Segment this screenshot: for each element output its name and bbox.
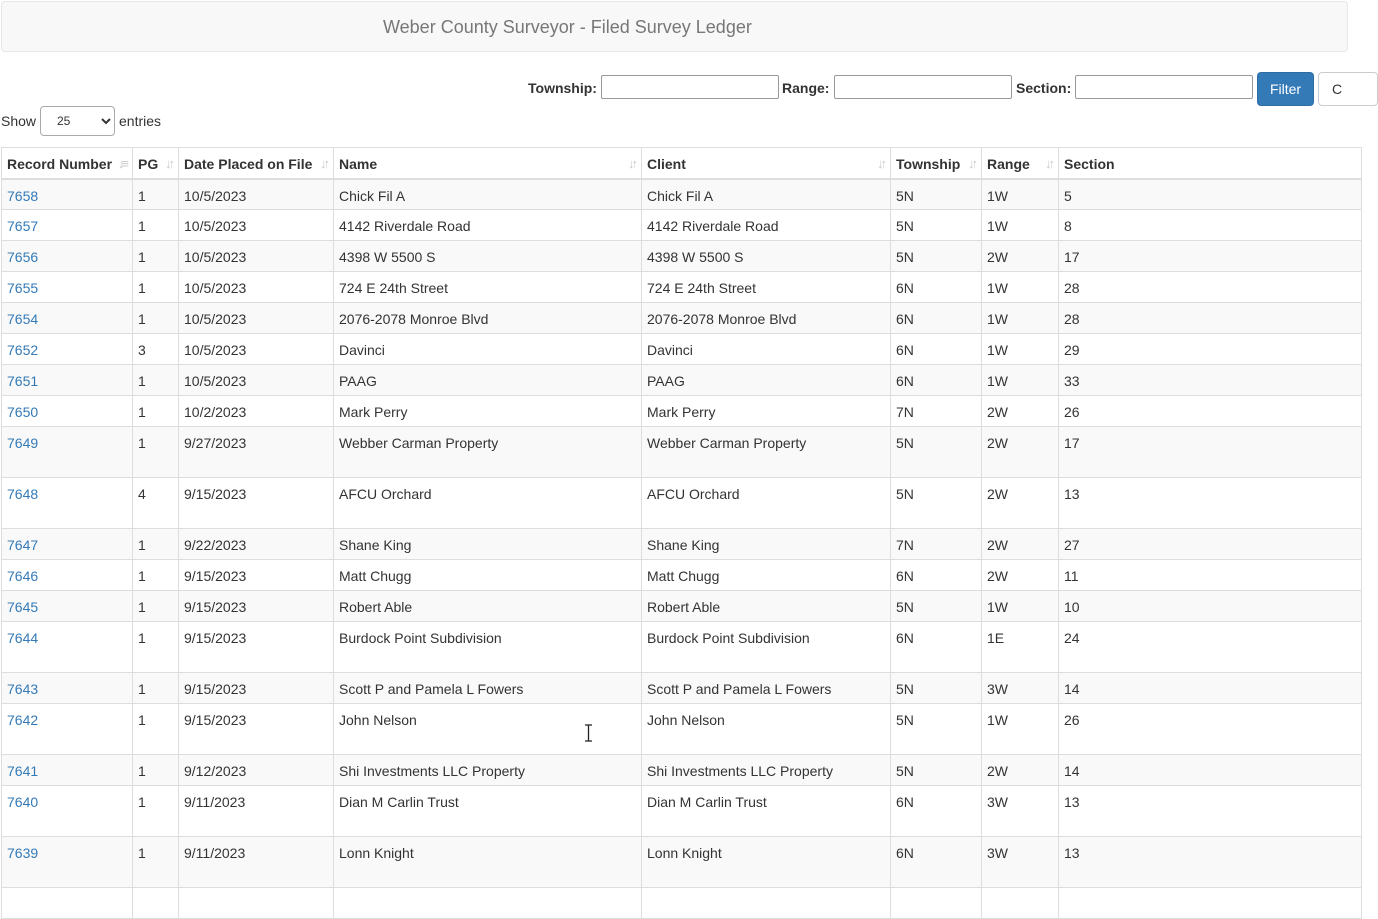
- entries-label: entries: [119, 113, 162, 129]
- cell-range: 3W: [982, 837, 1059, 888]
- cell-name: 2076-2078 Monroe Blvd: [334, 303, 642, 334]
- record-link[interactable]: 7657: [7, 218, 39, 234]
- record-link[interactable]: 7639: [7, 845, 39, 861]
- cell-record: [2, 591, 133, 622]
- cell-range: 1W: [982, 179, 1059, 210]
- cell-township: 6N: [891, 365, 982, 396]
- cell-township: 5N: [891, 704, 982, 755]
- cell-record: [2, 272, 133, 303]
- cell-client: Mark Perry: [642, 396, 891, 427]
- col-pg[interactable]: [133, 148, 179, 179]
- cell-client: Dian M Carlin Trust: [642, 786, 891, 837]
- sort-icon: ↓↑: [628, 156, 635, 171]
- sort-icon: ↓↑: [968, 156, 975, 171]
- cell-record: [2, 303, 133, 334]
- cell-section: 11: [1059, 560, 1362, 591]
- cell-name: Shi Investments LLC Property: [334, 755, 642, 786]
- col-name-label: Name: [339, 156, 378, 172]
- cell-range: 1W: [982, 591, 1059, 622]
- col-section[interactable]: [1059, 148, 1362, 179]
- cell-range: 1E: [982, 622, 1059, 673]
- cell-section: 10: [1059, 591, 1362, 622]
- cell-township: 6N: [891, 272, 982, 303]
- sort-icon: ↓↑: [165, 156, 172, 171]
- cell-section: 26: [1059, 396, 1362, 427]
- cell-date: 10/5/2023: [179, 179, 334, 210]
- col-name[interactable]: [334, 148, 642, 179]
- cell-client: 2076-2078 Monroe Blvd: [642, 303, 891, 334]
- cell-range: [982, 888, 1059, 919]
- record-link[interactable]: 7643: [7, 681, 39, 697]
- record-link[interactable]: 7644: [7, 630, 39, 646]
- cell-name: Burdock Point Subdivision: [334, 622, 642, 673]
- cell-township: [891, 888, 982, 919]
- cell-township: 5N: [891, 478, 982, 529]
- table-row[interactable]: [2, 478, 1362, 529]
- cell-client: Davinci: [642, 334, 891, 365]
- cell-section: 5: [1059, 179, 1362, 210]
- entries-select[interactable]: [40, 106, 115, 136]
- cell-date: 10/5/2023: [179, 210, 334, 241]
- section-label: Section:: [1016, 80, 1072, 96]
- cell-date: [179, 888, 334, 919]
- table-row[interactable]: [2, 786, 1362, 837]
- cell-section: 13: [1059, 786, 1362, 837]
- cell-client: PAAG: [642, 365, 891, 396]
- table-row[interactable]: [2, 179, 1362, 210]
- cell-name: John Nelson: [334, 704, 642, 755]
- table-row[interactable]: [2, 755, 1362, 786]
- table-row[interactable]: [2, 241, 1362, 272]
- table-row[interactable]: [2, 888, 1362, 919]
- cell-range: 1W: [982, 303, 1059, 334]
- cell-client: 724 E 24th Street: [642, 272, 891, 303]
- col-township-label: Township: [896, 156, 961, 172]
- cell-date: 9/15/2023: [179, 591, 334, 622]
- cell-date: 9/11/2023: [179, 837, 334, 888]
- cell-section: 17: [1059, 241, 1362, 272]
- table-row[interactable]: [2, 427, 1362, 478]
- table-header-row: [2, 148, 1362, 179]
- cell-township: 5N: [891, 210, 982, 241]
- record-link[interactable]: 7648: [7, 486, 39, 502]
- cell-date: 10/2/2023: [179, 396, 334, 427]
- cell-pg: 1: [133, 303, 179, 334]
- cell-range: 2W: [982, 478, 1059, 529]
- cell-section: 13: [1059, 837, 1362, 888]
- cell-date: 10/5/2023: [179, 272, 334, 303]
- cell-client: Matt Chugg: [642, 560, 891, 591]
- cell-section: 29: [1059, 334, 1362, 365]
- cell-client: [642, 888, 891, 919]
- cell-name: AFCU Orchard: [334, 478, 642, 529]
- sort-icon: ↓↑: [320, 156, 327, 171]
- cell-section: 28: [1059, 272, 1362, 303]
- record-link[interactable]: 7642: [7, 712, 39, 728]
- cell-township: 5N: [891, 755, 982, 786]
- col-record-number-label: Record Number: [7, 156, 113, 172]
- cell-name: Lonn Knight: [334, 837, 642, 888]
- cell-range: 2W: [982, 529, 1059, 560]
- record-link[interactable]: 7654: [7, 311, 39, 327]
- text-cursor-icon: [584, 724, 593, 742]
- cell-pg: 1: [133, 365, 179, 396]
- cell-range: 1W: [982, 334, 1059, 365]
- cell-client: Webber Carman Property: [642, 427, 891, 478]
- cell-client: 4398 W 5500 S: [642, 241, 891, 272]
- cell-name: Dian M Carlin Trust: [334, 786, 642, 837]
- cell-range: 1W: [982, 210, 1059, 241]
- cell-range: 3W: [982, 786, 1059, 837]
- cell-pg: 1: [133, 396, 179, 427]
- cell-date: 9/15/2023: [179, 622, 334, 673]
- record-link[interactable]: 7655: [7, 280, 39, 296]
- cell-date: 9/15/2023: [179, 478, 334, 529]
- cell-date: 9/15/2023: [179, 673, 334, 704]
- record-link[interactable]: 7652: [7, 342, 39, 358]
- range-input[interactable]: [834, 75, 1012, 99]
- cell-pg: 1: [133, 241, 179, 272]
- range-label: Range:: [782, 80, 830, 96]
- cell-client: Shane King: [642, 529, 891, 560]
- cell-section: 28: [1059, 303, 1362, 334]
- cell-pg: 1: [133, 179, 179, 210]
- cell-record: [2, 888, 133, 919]
- cell-record: [2, 210, 133, 241]
- cell-record: [2, 396, 133, 427]
- record-link[interactable]: 7647: [7, 537, 39, 553]
- cell-pg: 1: [133, 755, 179, 786]
- cell-township: 5N: [891, 673, 982, 704]
- record-link[interactable]: 7651: [7, 373, 39, 389]
- cell-township: 6N: [891, 334, 982, 365]
- cell-name: [334, 888, 642, 919]
- show-label: Show: [1, 113, 37, 129]
- cell-client: John Nelson: [642, 704, 891, 755]
- cell-client: Chick Fil A: [642, 179, 891, 210]
- table-row[interactable]: [2, 529, 1362, 560]
- township-label: Township:: [528, 80, 597, 96]
- cell-pg: 3: [133, 334, 179, 365]
- table-row[interactable]: [2, 272, 1362, 303]
- cell-pg: 1: [133, 427, 179, 478]
- col-range[interactable]: [982, 148, 1059, 179]
- cell-range: 1W: [982, 272, 1059, 303]
- cell-name: 724 E 24th Street: [334, 272, 642, 303]
- table-row[interactable]: [2, 303, 1362, 334]
- record-link[interactable]: 7649: [7, 435, 39, 451]
- cell-range: 2W: [982, 560, 1059, 591]
- cell-name: Shane King: [334, 529, 642, 560]
- section-input[interactable]: [1075, 75, 1253, 99]
- cell-township: 6N: [891, 786, 982, 837]
- cell-date: 10/5/2023: [179, 365, 334, 396]
- table-row[interactable]: [2, 365, 1362, 396]
- cell-date: 9/12/2023: [179, 755, 334, 786]
- cell-client: Shi Investments LLC Property: [642, 755, 891, 786]
- table-row[interactable]: [2, 334, 1362, 365]
- filter-bar: [0, 72, 1343, 106]
- cell-pg: 1: [133, 704, 179, 755]
- record-link[interactable]: 7640: [7, 794, 39, 810]
- cell-pg: [133, 888, 179, 919]
- table-row[interactable]: [2, 673, 1362, 704]
- cell-pg: 1: [133, 560, 179, 591]
- record-link[interactable]: 7641: [7, 763, 39, 779]
- cell-record: [2, 704, 133, 755]
- cell-section: 13: [1059, 478, 1362, 529]
- cell-section: 14: [1059, 673, 1362, 704]
- cell-date: 10/5/2023: [179, 334, 334, 365]
- col-range-label: Range: [987, 156, 1030, 172]
- table-row[interactable]: [2, 837, 1362, 888]
- sort-icon: ↓↑: [1045, 156, 1052, 171]
- cell-record: [2, 755, 133, 786]
- filter-button[interactable]: Filter: [1257, 72, 1314, 106]
- sort-asc-icon: ↓≡: [117, 156, 126, 171]
- table-row[interactable]: [2, 560, 1362, 591]
- cell-date: 9/27/2023: [179, 427, 334, 478]
- cell-township: 6N: [891, 560, 982, 591]
- cell-date: 9/22/2023: [179, 529, 334, 560]
- cell-name: PAAG: [334, 365, 642, 396]
- cell-township: 6N: [891, 837, 982, 888]
- cell-township: 5N: [891, 241, 982, 272]
- cell-pg: 1: [133, 673, 179, 704]
- cell-client: Burdock Point Subdivision: [642, 622, 891, 673]
- cell-date: 10/5/2023: [179, 241, 334, 272]
- cell-name: Webber Carman Property: [334, 427, 642, 478]
- cell-pg: 1: [133, 272, 179, 303]
- cell-section: 8: [1059, 210, 1362, 241]
- cell-township: 7N: [891, 396, 982, 427]
- sort-icon: ↓↑: [877, 156, 884, 171]
- cell-record: [2, 786, 133, 837]
- cell-township: 5N: [891, 427, 982, 478]
- cell-range: 2W: [982, 396, 1059, 427]
- cell-record: [2, 560, 133, 591]
- cell-township: 5N: [891, 591, 982, 622]
- cell-pg: 1: [133, 210, 179, 241]
- col-township[interactable]: [891, 148, 982, 179]
- cell-range: 2W: [982, 755, 1059, 786]
- col-pg-label: PG: [138, 156, 159, 172]
- cell-record: [2, 179, 133, 210]
- col-section-label: Section: [1064, 156, 1115, 172]
- table-row[interactable]: [2, 396, 1362, 427]
- cell-township: 7N: [891, 529, 982, 560]
- cell-record: [2, 241, 133, 272]
- cell-name: Robert Able: [334, 591, 642, 622]
- cell-range: 1W: [982, 704, 1059, 755]
- cell-record: [2, 673, 133, 704]
- cell-section: 14: [1059, 755, 1362, 786]
- cell-pg: 1: [133, 591, 179, 622]
- col-client[interactable]: [642, 148, 891, 179]
- table-row[interactable]: [2, 210, 1362, 241]
- page-title[interactable]: Weber County Surveyor - Filed Survey Ledger: [383, 17, 752, 37]
- cell-record: [2, 365, 133, 396]
- cell-pg: 1: [133, 529, 179, 560]
- cell-client: AFCU Orchard: [642, 478, 891, 529]
- cell-pg: 1: [133, 837, 179, 888]
- col-client-label: Client: [647, 156, 686, 172]
- cell-client: Scott P and Pamela L Fowers: [642, 673, 891, 704]
- cell-section: 24: [1059, 622, 1362, 673]
- cell-date: 9/15/2023: [179, 560, 334, 591]
- record-link[interactable]: 7658: [7, 187, 39, 204]
- table-row[interactable]: [2, 591, 1362, 622]
- cell-pg: 1: [133, 622, 179, 673]
- cell-name: Chick Fil A: [334, 179, 642, 210]
- cell-range: 2W: [982, 241, 1059, 272]
- cell-pg: 1: [133, 786, 179, 837]
- cell-date: 9/11/2023: [179, 786, 334, 837]
- cell-section: 27: [1059, 529, 1362, 560]
- cell-range: 2W: [982, 427, 1059, 478]
- cell-pg: 4: [133, 478, 179, 529]
- cell-township: 5N: [891, 179, 982, 210]
- cell-client: Lonn Knight: [642, 837, 891, 888]
- cell-township: 6N: [891, 303, 982, 334]
- record-link[interactable]: 7645: [7, 599, 39, 615]
- cell-date: 10/5/2023: [179, 303, 334, 334]
- cell-record: [2, 478, 133, 529]
- survey-table: [1, 147, 1362, 919]
- cell-name: 4142 Riverdale Road: [334, 210, 642, 241]
- clear-button[interactable]: C: [1318, 72, 1378, 106]
- table-row[interactable]: [2, 622, 1362, 673]
- cell-section: 26: [1059, 704, 1362, 755]
- cell-section: 17: [1059, 427, 1362, 478]
- cell-name: Mark Perry: [334, 396, 642, 427]
- navbar: [1, 1, 1348, 52]
- township-input[interactable]: [601, 75, 779, 99]
- col-date[interactable]: [179, 148, 334, 179]
- cell-name: Davinci: [334, 334, 642, 365]
- cell-client: 4142 Riverdale Road: [642, 210, 891, 241]
- cell-record: [2, 427, 133, 478]
- table-row[interactable]: [2, 704, 1362, 755]
- cell-name: 4398 W 5500 S: [334, 241, 642, 272]
- cell-name: Scott P and Pamela L Fowers: [334, 673, 642, 704]
- cell-record: [2, 334, 133, 365]
- cell-name: Matt Chugg: [334, 560, 642, 591]
- col-date-label: Date Placed on File: [184, 156, 313, 172]
- cell-date: 9/15/2023: [179, 704, 334, 755]
- cell-section: 33: [1059, 365, 1362, 396]
- cell-record: [2, 622, 133, 673]
- col-record-number[interactable]: [2, 148, 133, 179]
- cell-client: Robert Able: [642, 591, 891, 622]
- cell-range: 1W: [982, 365, 1059, 396]
- record-link[interactable]: 7650: [7, 404, 39, 420]
- cell-section: [1059, 888, 1362, 919]
- record-link[interactable]: 7656: [7, 249, 39, 265]
- record-link[interactable]: 7646: [7, 568, 39, 584]
- cell-range: 3W: [982, 673, 1059, 704]
- cell-record: [2, 837, 133, 888]
- cell-record: [2, 529, 133, 560]
- cell-township: 6N: [891, 622, 982, 673]
